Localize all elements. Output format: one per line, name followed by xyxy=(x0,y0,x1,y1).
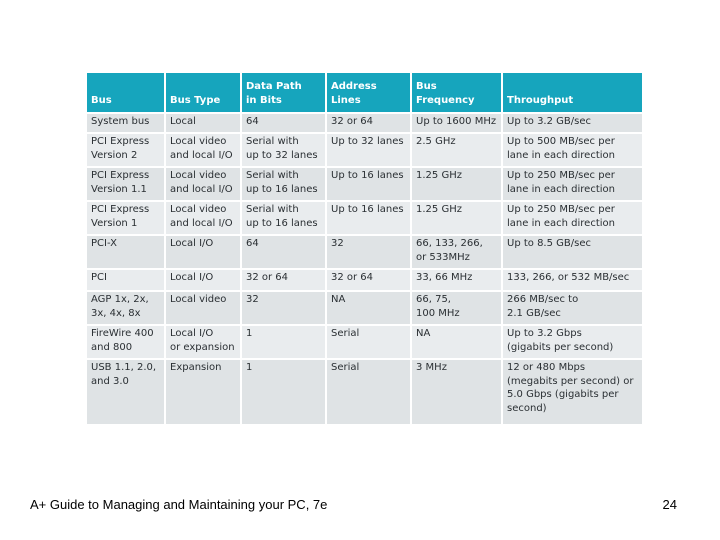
table-row xyxy=(86,359,643,425)
table-cell: Serial xyxy=(326,325,411,359)
table-cell: Local I/O xyxy=(165,269,241,291)
table-cell: PCI Express Version 2 xyxy=(86,133,165,167)
table-cell: 32 or 64 xyxy=(326,269,411,291)
table-cell: Up to 16 lanes xyxy=(326,167,411,201)
header-bus-type: Bus Type xyxy=(165,72,241,113)
table-cell: 66, 133, 266, or 533MHz xyxy=(411,235,502,269)
table-cell: Serial with up to 32 lanes xyxy=(241,133,326,167)
table-cell: NA xyxy=(411,325,502,359)
table-cell: 133, 266, or 532 MB/sec xyxy=(502,269,643,291)
footer-book-title: A+ Guide to Managing and Maintaining your PC, 7e xyxy=(30,497,328,512)
table-cell: 2.5 GHz xyxy=(411,133,502,167)
table-row xyxy=(86,269,643,291)
table-cell: Local I/O xyxy=(165,235,241,269)
table-cell: System bus xyxy=(86,113,165,133)
table-cell: USB 1.1, 2.0, and 3.0 xyxy=(86,359,165,425)
table-cell: 32 xyxy=(326,235,411,269)
page-number: 24 xyxy=(662,497,677,512)
table-cell: Local xyxy=(165,113,241,133)
table-cell: 266 MB/sec to 2.1 GB/sec xyxy=(502,291,643,325)
table-cell: Serial with up to 16 lanes xyxy=(241,201,326,235)
bus-comparison-table xyxy=(85,71,644,426)
table-cell: 1.25 GHz xyxy=(411,167,502,201)
table-cell: Local video xyxy=(165,291,241,325)
table-cell: NA xyxy=(326,291,411,325)
table-cell: FireWire 400 and 800 xyxy=(86,325,165,359)
table-cell: Up to 1600 MHz xyxy=(411,113,502,133)
table-cell: 1 xyxy=(241,359,326,425)
table-cell: Up to 250 MB/sec per lane in each direction xyxy=(502,201,643,235)
table-header-row xyxy=(86,72,643,113)
table-cell: Local video and local I/O xyxy=(165,201,241,235)
table-cell: PCI-X xyxy=(86,235,165,269)
table-cell: 64 xyxy=(241,113,326,133)
table-cell: Up to 16 lanes xyxy=(326,201,411,235)
header-bus-frequency: Bus Frequency xyxy=(411,72,502,113)
table-cell: Serial xyxy=(326,359,411,425)
table-cell: Up to 3.2 Gbps (gigabits per second) xyxy=(502,325,643,359)
header-address-lines: Address Lines xyxy=(326,72,411,113)
table-row xyxy=(86,201,643,235)
header-bus: Bus xyxy=(86,72,165,113)
table-cell: 3 MHz xyxy=(411,359,502,425)
table-cell: Local I/O or expansion xyxy=(165,325,241,359)
table-row xyxy=(86,291,643,325)
table-row xyxy=(86,167,643,201)
table-cell: 32 xyxy=(241,291,326,325)
table-cell: Up to 32 lanes xyxy=(326,133,411,167)
table-cell: AGP 1x, 2x, 3x, 4x, 8x xyxy=(86,291,165,325)
table-cell: PCI Express Version 1.1 xyxy=(86,167,165,201)
table-cell: Local video and local I/O xyxy=(165,167,241,201)
table-cell: Up to 3.2 GB/sec xyxy=(502,113,643,133)
table-cell: 64 xyxy=(241,235,326,269)
table-row xyxy=(86,113,643,133)
header-data-path: Data Path in Bits xyxy=(241,72,326,113)
table-cell: 1 xyxy=(241,325,326,359)
table-row xyxy=(86,325,643,359)
table-row xyxy=(86,235,643,269)
table-cell: 32 or 64 xyxy=(241,269,326,291)
table-cell: 66, 75, 100 MHz xyxy=(411,291,502,325)
table-cell: Local video and local I/O xyxy=(165,133,241,167)
table-cell: Up to 500 MB/sec per lane in each direction xyxy=(502,133,643,167)
table-cell: PCI Express Version 1 xyxy=(86,201,165,235)
table-cell: PCI xyxy=(86,269,165,291)
table-cell: 33, 66 MHz xyxy=(411,269,502,291)
table-cell: 12 or 480 Mbps (megabits per second) or 5.0 Gbps (gigabits per second) xyxy=(502,359,643,425)
table-row xyxy=(86,133,643,167)
header-throughput: Throughput xyxy=(502,72,643,113)
table-cell: Serial with up to 16 lanes xyxy=(241,167,326,201)
table-cell: Up to 8.5 GB/sec xyxy=(502,235,643,269)
table-cell: Expansion xyxy=(165,359,241,425)
table-cell: Up to 250 MB/sec per lane in each direction xyxy=(502,167,643,201)
table-cell: 32 or 64 xyxy=(326,113,411,133)
table-cell: 1.25 GHz xyxy=(411,201,502,235)
